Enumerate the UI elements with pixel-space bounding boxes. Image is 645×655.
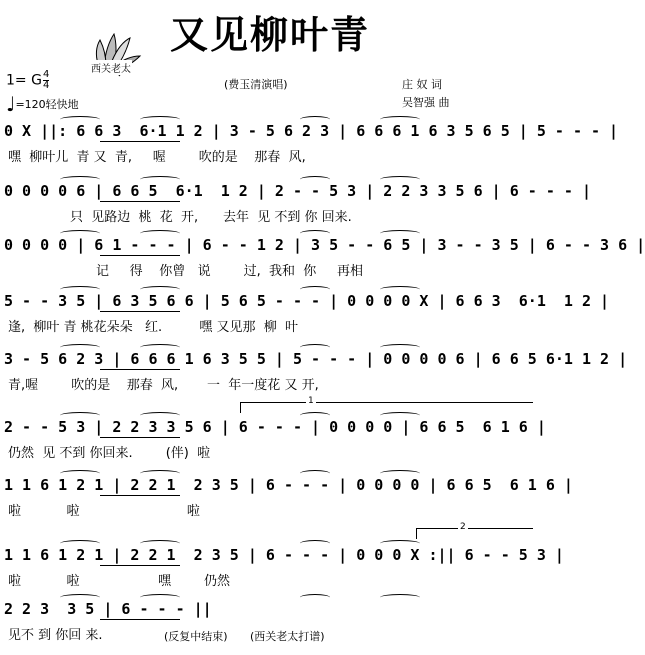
score-system	[0, 350, 628, 396]
notation-line	[0, 182, 591, 200]
slur-mark	[380, 470, 420, 477]
slur-mark	[140, 286, 180, 293]
slur-mark	[300, 470, 330, 477]
lyrics-line	[0, 316, 540, 334]
slur-mark	[300, 116, 330, 123]
score-system	[0, 546, 564, 592]
lyrics-line	[0, 374, 540, 392]
jianpu-notes: 2 2 3 3 5 | 6 - - - ||	[4, 600, 212, 618]
beam-line	[100, 619, 180, 620]
lyrics-text: 逢, 柳叶 青 桃花朵朵 红. 嘿 又见那 柳 叶	[8, 320, 299, 335]
lyrics-text: 仍然 见 不到 你回来. (伴) 啦	[8, 446, 211, 461]
slur-mark	[380, 594, 420, 601]
slur-mark	[60, 594, 100, 601]
slur-mark	[380, 230, 420, 237]
quarter-note-icon: ♩	[6, 92, 16, 116]
slur-mark	[300, 230, 330, 237]
beam-line	[100, 311, 180, 312]
slur-mark	[140, 344, 180, 351]
slur-mark	[60, 230, 100, 237]
slur-mark	[60, 344, 100, 351]
transcriber-credit: (西关老太打谱)	[250, 630, 325, 643]
beam-line	[100, 437, 180, 438]
lyricist-credit: 庄 奴 词	[402, 78, 442, 91]
slur-mark	[60, 412, 100, 419]
jianpu-notes: 3 - 5 6 2 3 | 6 6 6 1 6 3 5 5 | 5 - - - | 0 0 0 0 6 | 6 6 5 6·1 1 2 |	[4, 350, 628, 368]
lyrics-text: 青,喔 吹的是 那春 风, 一 年一度花 又 开,	[8, 378, 319, 393]
slur-mark	[60, 286, 100, 293]
lyrics-line	[0, 442, 540, 460]
lyrics-text: 啦 啦 嘿 仍然	[8, 574, 231, 589]
notation-line	[0, 122, 619, 140]
slur-mark	[380, 116, 420, 123]
slur-mark	[300, 594, 330, 601]
lyrics-text: 记 得 你曾 说 过, 我和 你 再相	[96, 264, 363, 279]
slur-mark	[300, 344, 330, 351]
slur-mark	[300, 412, 330, 419]
jianpu-notes: 1 1 6 1 2 1 | 2 2 1 2 3 5 | 6 - - - | 0 0 0 X :|| 6 - - 5 3 |	[4, 546, 564, 564]
slur-mark	[140, 594, 180, 601]
tempo-text: =120轻快地	[15, 98, 79, 111]
lyrics-line	[0, 570, 540, 588]
slur-mark	[60, 470, 100, 477]
meter-bottom: 4	[42, 80, 50, 91]
key-label: 1= G	[6, 72, 42, 89]
jianpu-notes: 1 1 6 1 2 1 | 2 2 1 2 3 5 | 6 - - - | 0 0 0 0 | 6 6 5 6 1 6 |	[4, 476, 573, 494]
slur-mark	[300, 286, 330, 293]
score-system	[0, 182, 591, 228]
lyrics-text: 嘿 柳叶儿 青 又 青, 喔 吹的是 那春 风,	[8, 150, 306, 165]
notation-line	[0, 546, 564, 564]
beam-line	[100, 369, 180, 370]
lyrics-line	[0, 500, 540, 518]
slur-mark	[380, 344, 420, 351]
slur-mark	[60, 540, 100, 547]
ending-note: (反复中结束)	[164, 630, 228, 643]
volta-number-2: 2	[460, 522, 466, 532]
slur-mark	[140, 116, 180, 123]
volta-number-1: 1	[308, 396, 314, 406]
lyrics-text: 见不 到 你回 来.	[8, 628, 103, 643]
slur-mark	[300, 540, 330, 547]
lyrics-text: 啦 啦 啦	[8, 504, 200, 519]
song-title: 又见柳叶青	[169, 13, 370, 57]
score-system	[0, 292, 610, 338]
slur-mark	[140, 540, 180, 547]
slur-mark	[380, 540, 420, 547]
lyrics-line	[0, 146, 540, 164]
score-system	[0, 418, 546, 464]
jianpu-notes: 0 0 0 0 6 | 6 6 5 6·1 1 2 | 2 - - 5 3 | 2 2 3 3 5 6 | 6 - - - |	[4, 182, 591, 200]
slur-mark	[140, 412, 180, 419]
key-signature	[6, 70, 49, 91]
score-system	[0, 236, 645, 282]
slur-mark	[140, 176, 180, 183]
beam-line	[100, 201, 180, 202]
time-signature	[43, 70, 49, 91]
performer: (费玉清演唱)	[224, 78, 288, 91]
slur-mark	[380, 286, 420, 293]
slur-mark	[60, 116, 100, 123]
slur-mark	[60, 176, 100, 183]
slur-mark	[380, 412, 420, 419]
notation-line	[0, 236, 645, 254]
notation-line	[0, 292, 610, 310]
volta-bracket-2	[416, 528, 533, 539]
beam-line	[100, 255, 180, 256]
meter-top: 4	[42, 69, 50, 80]
jianpu-notes: 5 - - 3 5 | 6 3 5 6 6 | 5 6 5 - - - | 0 0 0 0 X | 6 6 3 6·1 1 2 |	[4, 292, 610, 310]
beam-line	[100, 141, 180, 142]
notation-line	[0, 350, 628, 368]
lyrics-line	[0, 260, 540, 278]
lyrics-line	[0, 206, 540, 224]
logo-caption: 西关老太	[90, 60, 132, 75]
notation-line	[0, 476, 573, 494]
slur-mark	[140, 230, 180, 237]
beam-line	[100, 565, 180, 566]
notation-line	[0, 418, 546, 436]
jianpu-notes: 0 X ||: 6 6 3 6·1 1 2 | 3 - 5 6 2 3 | 6 6 6 1 6 3 5 6 5 | 5 - - - |	[4, 122, 619, 140]
jianpu-notes: 2 - - 5 3 | 2 2 3 3 5 6 | 6 - - - | 0 0 0 0 | 6 6 5 6 1 6 |	[4, 418, 546, 436]
volta-bracket-1	[240, 402, 533, 413]
notation-line	[0, 600, 540, 618]
slur-mark	[380, 176, 420, 183]
score-system	[0, 476, 573, 522]
slur-mark	[140, 470, 180, 477]
jianpu-notes: 0 0 0 0 | 6 1 - - - | 6 - - 1 2 | 3 5 - - 6 5 | 3 - - 3 5 | 6 - - 3 6 |	[4, 236, 645, 254]
score-system	[0, 122, 619, 168]
slur-mark	[300, 176, 330, 183]
beam-line	[100, 495, 180, 496]
lyrics-text: 只 见路边 桃 花 开, 去年 见 不到 你 回来.	[70, 210, 352, 225]
tempo-marking	[6, 92, 79, 116]
composer-credit: 吴智强 曲	[402, 96, 450, 109]
